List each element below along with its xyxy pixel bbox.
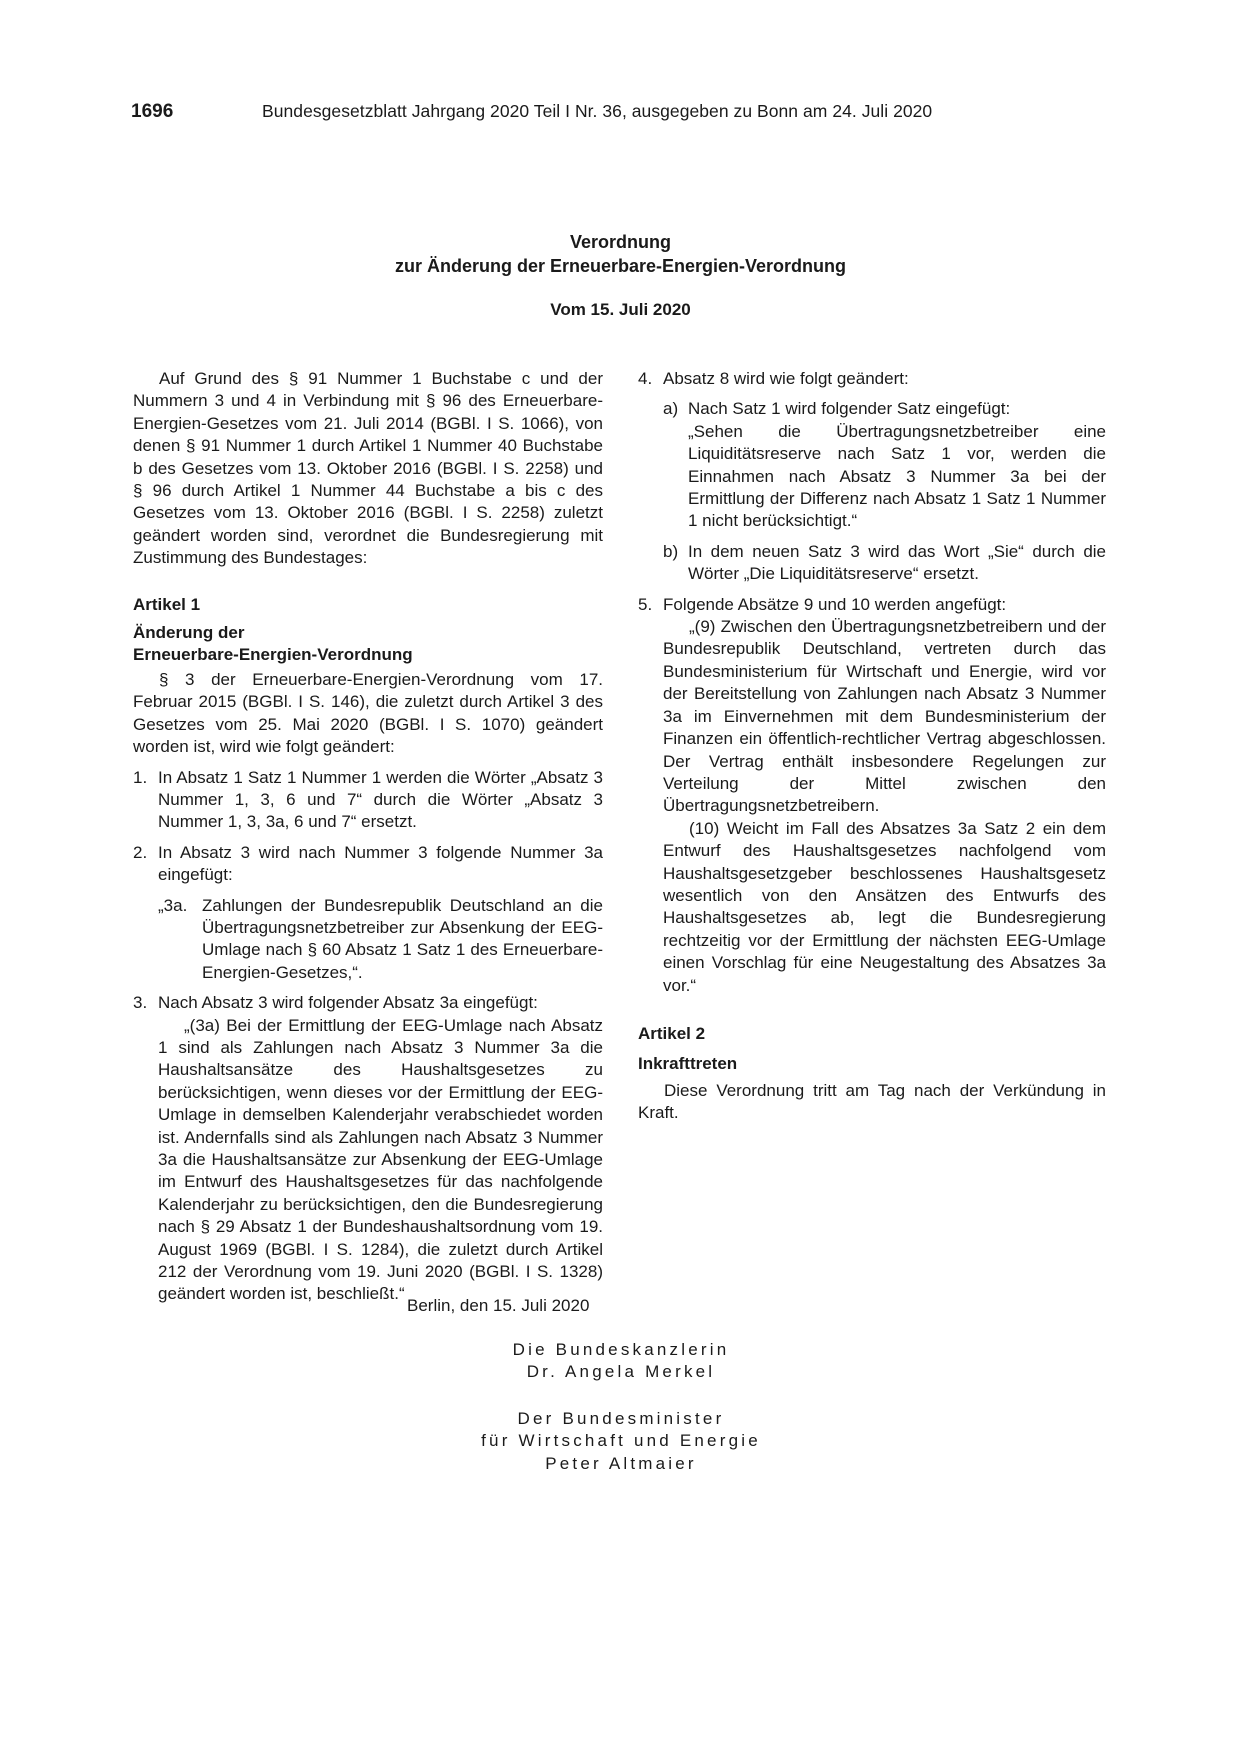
list-item-1-number: 1. <box>133 767 148 787</box>
list-item-2-number: 2. <box>133 842 148 862</box>
list-item-2-quote-number: „3a. <box>158 895 188 915</box>
title-date: Vom 15. Juli 2020 <box>550 300 691 319</box>
list-item-5 <box>638 594 1106 616</box>
title-line-1: Verordnung <box>569 232 671 252</box>
list-item-4 <box>638 368 1106 390</box>
document-title <box>0 230 1241 320</box>
list-item-5-text: Folgende Absätze 9 und 10 werden angefügt: <box>663 594 1007 614</box>
minister-role-line-2: für Wirtschaft und Energie <box>481 1431 761 1451</box>
page-number: 1696 <box>131 101 174 122</box>
list-item-4a-text: Nach Satz 1 wird folgender Satz eingefügt: <box>688 399 1011 419</box>
running-title: Bundesgesetzblatt Jahrgang 2020 Teil I Nr. 36, ausgegeben zu Bonn am 24. Juli 2020 <box>262 101 933 121</box>
list-item-4a-quote: „Sehen die Übertragungsnetzbetreiber eine Liquiditätsreserve nach Satz 1 vor, werden die Einnahmen nach Absatz 3 Nummer 3a bei der Ermittlung der Differenz nach Absatz 1 Satz 1 Nummer 1 nicht berücksichtigt.“ <box>688 421 1106 531</box>
list-item-4b <box>638 541 1106 586</box>
list-item-4-text: Absatz 8 wird wie folgt geändert: <box>663 369 909 388</box>
list-item-4-number: 4. <box>638 369 653 388</box>
signature-chancellor <box>381 1339 861 1384</box>
list-item-1-text: In Absatz 1 Satz 1 Nummer 1 werden die Wörter „Absatz 3 Nummer 1, 3, 6 und 7“ durch die Wörter „Absatz 3 Nummer 1, 3, 3a, 6 und 7“ ersetzt. <box>158 767 603 832</box>
right-column <box>638 368 1106 1125</box>
chancellor-name: Dr. Angela Merkel <box>526 1362 716 1382</box>
place-date: Berlin, den 15. Juli 2020 <box>407 1296 590 1315</box>
list-item-2-quote-text: Zahlungen der Bundesrepublik Deutschland an die Übertragungsnetzbetreiber zur Absenkung der EEG-Umlage nach § 60 Absatz 1 Satz 1 des Erneuerbare-Energien-Gesetzes,“. <box>202 895 603 982</box>
list-item-4a-letter: a) <box>663 399 679 419</box>
list-item-2 <box>133 842 603 887</box>
minister-name: Peter Altmaier <box>545 1453 697 1473</box>
article-1-title-line-2: Erneuerbare-Energien-Verordnung <box>133 645 413 665</box>
list-item-2-text: In Absatz 3 wird nach Nummer 3 folgende Nummer 3a eingefügt: <box>158 842 603 885</box>
article-2-title: Inkrafttreten <box>638 1054 738 1074</box>
page-header <box>131 101 1021 127</box>
minister-role-line-1: Der Bundesminister <box>517 1409 725 1428</box>
signature-minister <box>381 1408 861 1475</box>
preamble: Auf Grund des § 91 Nummer 1 Buchstabe c und der Nummern 3 und 4 in Verbindung mit § 96 des Erneuerbare-Energien-Gesetzes vom 21. Juli 2014 (BGBl. I S. 1066), von denen § 91 Nummer 1 durch Artikel 1 Nummer 40 Buchstabe b des Gesetzes vom 13. Oktober 2016 (BGBl. I S. 2258) und § 96 durch Artikel 1 Nummer 44 Buchstabe a bis c des Gesetzes vom 13. Oktober 2016 (BGBl. I S. 2258) zuletzt geändert worden sind, verordnet die Bundesregierung mit Zustimmung des Bundestages: <box>133 369 603 568</box>
article-1-heading: Artikel 1 <box>133 594 201 614</box>
list-item-3 <box>133 992 603 1014</box>
list-item-5-number: 5. <box>638 594 653 614</box>
article-1-intro: § 3 der Erneuerbare-Energien-Verordnung vom 17. Februar 2015 (BGBl. I S. 146), die zuletzt durch Artikel 3 des Gesetzes vom 25. Mai 2020 (BGBl. I S. 1070) geändert worden ist, wird wie folgt geändert: <box>133 669 603 757</box>
article-2-text: Diese Verordnung tritt am Tag nach der Verkündung in Kraft. <box>638 1080 1106 1123</box>
list-item-2-quote <box>133 895 603 985</box>
paragraph-10-quote: (10) Weicht im Fall des Absatzes 3a Satz 2 ein dem Entwurf des Haushaltsgesetzes nachfolgend vom Haushaltsgesetzgeber beschlossenes Haushaltsgesetz wesentlich von den Ansätzen des Entwurfs des Haushaltsgesetzes ab, legt die Bundesregierung rechtzeitig vor der Ermittlung der nächsten EEG-Umlage einen Vorschlag für eine Neugestaltung des Absatzes 3a vor.“ <box>663 818 1106 995</box>
list-item-3-number: 3. <box>133 993 148 1013</box>
article-2-heading: Artikel 2 <box>638 1023 706 1043</box>
chancellor-role: Die Bundeskanzlerin <box>512 1340 730 1359</box>
list-item-1 <box>133 767 603 834</box>
list-item-4a <box>638 398 1106 420</box>
title-line-2: zur Änderung der Erneuerbare-Energien-Verordnung <box>394 256 847 276</box>
list-item-4b-text: In dem neuen Satz 3 wird das Wort „Sie“ durch die Wörter „Die Liquiditätsreserve“ ersetzt. <box>688 541 1106 584</box>
list-item-3-quote: „(3a) Bei der Ermittlung der EEG-Umlage nach Absatz 1 sind als Zahlungen nach Absatz 3 Nummer 3a die Haushaltsansätze des Haushaltsgesetzes zu berücksichtigen, wenn dieses vor der Ermittlung der EEG-Umlage in demselben Kalenderjahr verabschiedet worden ist. Andernfalls sind als Zahlungen nach Absatz 3 Nummer 3a die Haushaltsansätze zur Absenkung der EEG-Umlage im Entwurf des Haushaltsgesetzes für das nachfolgende Kalenderjahr zu berücksichtigen, den die Bundesregierung nach § 29 Absatz 1 der Bundeshaushaltsordnung vom 19. August 1969 (BGBl. I S. 1284), die zuletzt durch Artikel 212 der Verordnung vom 19. Juni 2020 (BGBl. I S. 1328) geändert worden ist, beschließt.“ <box>158 1015 603 1304</box>
left-column <box>133 368 603 1306</box>
article-1-title-line-1: Änderung der <box>133 623 245 643</box>
list-item-4b-letter: b) <box>663 541 679 561</box>
list-item-3-text: Nach Absatz 3 wird folgender Absatz 3a eingefügt: <box>158 993 538 1013</box>
paragraph-9-quote: „(9) Zwischen den Übertragungsnetzbetreibern und der Bundesrepublik Deutschland, vertreten durch das Bundesministerium für Wirtschaft und Energie, wird vor der Bereitstellung von Zahlungen nach Absatz 3 Nummer 3a im Einvernehmen mit dem Bundesministerium der Finanzen ein öffentlich-rechtlicher Vertrag abgeschlossen. Der Vertrag enthält insbesondere Regelungen zur Verteilung der Mittel zwischen den Übertragungsnetzbetreibern. <box>663 617 1106 816</box>
